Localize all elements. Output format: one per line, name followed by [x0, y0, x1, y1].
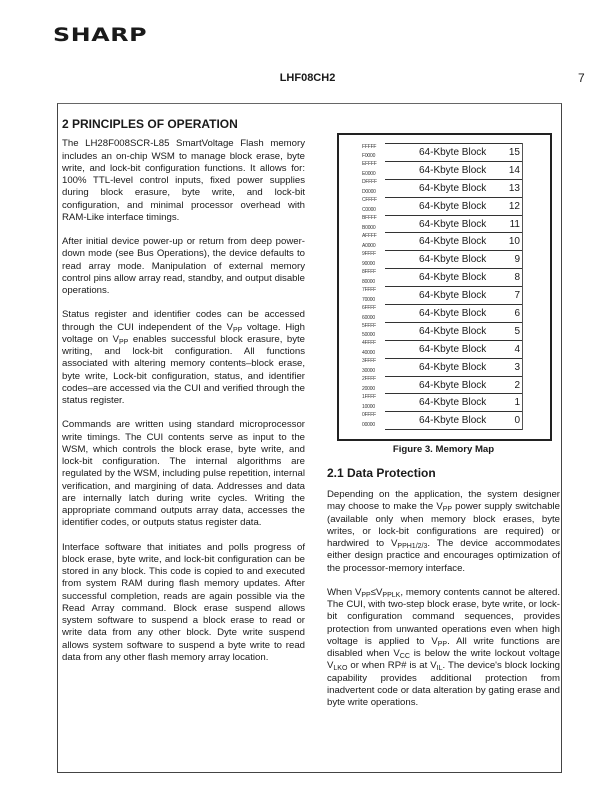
block-number: 12 [508, 200, 520, 212]
subscript: PPLK [382, 591, 401, 599]
subscript: PP [361, 591, 371, 599]
address-high: CFFFF [362, 197, 377, 204]
text-run: Status register and identifier codes can be accessed through the CUI independent of the V [62, 309, 305, 333]
block-label: 64-Kbyte Block [419, 361, 487, 373]
block-number: 15 [508, 147, 520, 158]
paragraph [327, 489, 560, 575]
address-low: 90000 [362, 260, 375, 267]
block-number: 3 [514, 361, 520, 373]
block-label: 64-Kbyte Block [419, 308, 487, 320]
memory-block [385, 232, 522, 250]
block-number: 4 [514, 343, 520, 355]
text-run: The LH28F008SCR-L85 SmartVoltage Flash memory includes an on-chip WSM to manage block erase, byte write, and lock-bit configuration functions. It allows for: 100% TTL-level control inputs, fixed power supplies during block erasure, byte write, and lock-bit configuration, and minimal processor overhead with RAM-Like interface timings. [62, 138, 305, 223]
subscript: CC [399, 653, 410, 660]
document-id: LHF08CH2 [279, 72, 336, 84]
address-low: 50000 [362, 332, 375, 339]
text-run: enables successful block erasure, byte writing, and lock-bit configuration. All functions associated with altering memory contents–block erase, byte write, Lock-bit configuration, status, and identifier codes–are accessed via the CUI and verified through the status register. [62, 333, 305, 406]
memory-block [385, 411, 522, 430]
memory-block [385, 340, 522, 358]
block-number: 7 [514, 290, 520, 302]
block-label: 64-Kbyte Block [419, 272, 487, 284]
subscript: PP [437, 640, 448, 648]
memory-map [385, 143, 523, 430]
memory-block [385, 268, 522, 286]
block-label: 64-Kbyte Block [419, 343, 487, 355]
block-label: 64-Kbyte Block [419, 182, 487, 194]
address-low: 70000 [362, 296, 375, 303]
text-run: Interface software that initiates and polls progress of block erase, byte write, and lock-bit configuration can be stored in any block. This code is copied to and executed from system RAM during flash memory updates. After successful completion, reads are again possible via the Read Array command. Block erase suspend allows system software to suspend a block erase to read or write data from any other block. Dyte write suspend allows system software to suspend a byte write to read data from any other flash memory array location. [62, 541, 305, 663]
memory-block [385, 143, 522, 161]
block-label: 64-Kbyte Block [419, 147, 487, 158]
subscript: PPH1/2/3 [397, 543, 428, 550]
address-high: FFFFF [362, 143, 377, 150]
block-number: 8 [514, 272, 520, 284]
address-low: B0000 [362, 225, 376, 231]
block-label: 64-Kbyte Block [419, 164, 487, 176]
subscript: PP [119, 338, 129, 346]
block-number: 6 [514, 308, 520, 320]
address-low: A0000 [362, 242, 376, 249]
subscript: PP [442, 506, 453, 514]
text-run: Depending on the application, the system designer may choose to make the V [327, 489, 560, 513]
right-column [327, 466, 560, 721]
block-label: 64-Kbyte Block [419, 325, 487, 337]
text-run: is below the write lockout voltage V [327, 648, 560, 672]
right-paragraphs [327, 489, 560, 709]
memory-block [385, 215, 522, 233]
block-number: 5 [514, 325, 520, 337]
memory-block [385, 250, 522, 268]
block-label: 64-Kbyte Block [419, 236, 487, 248]
block-number: 13 [508, 182, 520, 194]
subscript: PP [232, 326, 243, 334]
block-number: 10 [508, 236, 520, 248]
block-label: 64-Kbyte Block [419, 290, 487, 302]
block-number: 9 [514, 254, 520, 266]
address-high: 9FFFF [362, 250, 376, 257]
left-column [62, 118, 305, 676]
address-high: 3FFFF [362, 358, 376, 365]
address-high: DFFFF [362, 179, 377, 186]
address-low: 40000 [362, 350, 375, 357]
address-low: 20000 [362, 386, 375, 393]
text-run: When V [327, 586, 362, 598]
address-low: 60000 [362, 314, 375, 321]
address-low: E0000 [362, 171, 376, 178]
address-low: 10000 [362, 404, 375, 410]
block-label: 64-Kbyte Block [419, 379, 487, 391]
text-run: ≤V [370, 586, 383, 598]
paragraph [62, 138, 305, 224]
memory-block [385, 393, 522, 411]
block-label: 64-Kbyte Block [419, 200, 487, 212]
block-number: 11 [509, 218, 520, 230]
block-number: 2 [514, 379, 520, 391]
text-run: power supply switchable (available only when memory block erases, byte writes, or lock-bit configurations are required) or hardwired to V [327, 501, 560, 549]
memory-block [385, 286, 522, 304]
memory-block [385, 358, 522, 376]
address-low: F0000 [362, 153, 376, 160]
text-run: After initial device power-up or return from deep power-down mode (see Bus Operations), the device defaults to read array mode. Manipulation of external memory control pins allow array read, standby, and output disable operations. [62, 236, 305, 296]
paragraph [62, 236, 305, 297]
text-run: . The device accommodates either design practice and encourages optimization of the processor-memory interface. [327, 538, 560, 574]
address-high: 0FFFF [362, 412, 376, 418]
paragraph [62, 542, 305, 665]
address-high: 6FFFF [362, 304, 376, 311]
text-run: or when RP# is at V [347, 660, 437, 672]
section-heading: 2 PRINCIPLES OF OPERATION [62, 117, 238, 131]
address-low: 30000 [362, 368, 375, 375]
sharp-logo: SHARP [53, 24, 148, 46]
text-run: . All write functions are disabled when V [327, 635, 560, 659]
address-high: AFFFF [362, 233, 377, 239]
address-high: 1FFFF [362, 394, 376, 401]
block-number: 14 [508, 164, 520, 176]
block-label: 64-Kbyte Block [419, 415, 487, 427]
address-high: 8FFFF [362, 268, 376, 275]
address-high: 2FFFF [362, 376, 376, 383]
figure-caption: Figure 3. Memory Map [392, 444, 495, 455]
block-label: 64-Kbyte Block [419, 218, 487, 230]
address-low: 80000 [362, 278, 375, 285]
paragraph [62, 419, 305, 529]
paragraph [62, 309, 305, 407]
memory-block [385, 161, 522, 179]
page-number: 7 [578, 71, 585, 85]
address-high: 4FFFF [362, 340, 376, 347]
memory-block [385, 376, 522, 394]
address-high: 5FFFF [362, 322, 376, 329]
memory-block [385, 322, 522, 340]
memory-block [385, 197, 522, 215]
address-high: 7FFFF [362, 286, 376, 293]
address-high: BFFFF [362, 215, 377, 222]
text-run: , memory contents cannot be altered. The CUI, with two-step block erase, byte write, or lock-bit configuration command sequences, provides protection from unwanted operations even when high voltage is applied to V [327, 586, 560, 647]
block-label: 64-Kbyte Block [419, 397, 487, 409]
text-run: Commands are written using standard microprocessor write timings. The CUI contents serve as input to the WSM, which controls the block erase, byte write, and lock-bit configuration. The internal algorithms are regulated by the WSM, including pulse repetition, internal verification, and margining of data. Addresses and data are internally latch during write cycles. Writing the appropriate command outputs array data, accesses the identifier codes, or outputs status register data. [62, 419, 305, 529]
memory-block [385, 179, 522, 197]
address-high: EFFFF [362, 161, 377, 168]
block-label: 64-Kbyte Block [419, 254, 487, 266]
memory-block [385, 304, 522, 322]
left-paragraphs [62, 138, 305, 664]
subscript: LKO [333, 665, 348, 673]
subscript: IL [436, 665, 443, 673]
address-low: D0000 [362, 189, 376, 196]
text-run: . The device's block locking capability provides additional protection from inadvertent code or data alteration by gating erase and byte write operations. [327, 660, 560, 708]
block-number: 1 [514, 397, 520, 409]
address-low: C0000 [362, 207, 376, 214]
address-low: 00000 [362, 421, 375, 428]
subsection-heading: 2.1 Data Protection [327, 466, 436, 480]
paragraph [327, 587, 560, 710]
block-number: 0 [514, 415, 520, 427]
text-run: voltage. High voltage on V [62, 321, 305, 345]
